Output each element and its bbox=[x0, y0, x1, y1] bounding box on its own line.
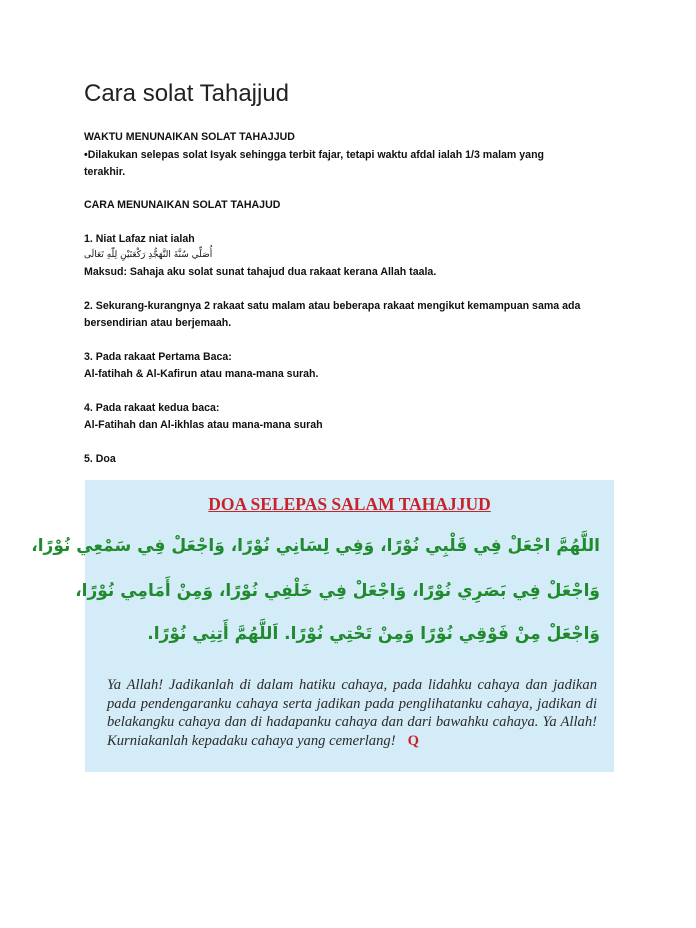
cara-heading: CARA MENUNAIKAN SOLAT TAHAJUD bbox=[84, 199, 281, 211]
step3-line2: Al-fatihah & Al-Kafirun atau mana-mana surah. bbox=[84, 368, 319, 380]
logo-icon: Q bbox=[407, 732, 419, 749]
doa-image bbox=[31, 480, 614, 772]
step1-maksud: Maksud: Sahaja aku solat sunat tahajud dua rakaat kerana Allah taala. bbox=[84, 266, 437, 278]
doa-translation: Ya Allah! Jadikanlah di dalam hatiku cahaya, pada lidahku cahaya dan jadikan pada pendengaranku cahaya serta jadikan pada penglihatanku cahaya, jadikan di belakangku cahaya dan di hadapanku cahaya dan dari bawahku cahaya. Ya Allah! Kurniakanlah kepadaku cahaya yang cemerlang! Q bbox=[107, 677, 597, 749]
page-title: Cara solat Tahajjud bbox=[84, 80, 290, 107]
step2-line1: 2. Sekurang-kurangnya 2 rakaat satu malam atau beberapa rakaat mengikut kemampuan sama ada bbox=[84, 300, 581, 312]
doa-title: DOA SELEPAS SALAM TAHAJJUD bbox=[208, 494, 491, 514]
step4-line2: Al-Fatihah dan Al-ikhlas atau mana-mana surah bbox=[84, 419, 323, 431]
step3-line1: 3. Pada rakaat Pertama Baca: bbox=[84, 351, 232, 363]
step2-line2: bersendirian atau berjemaah. bbox=[84, 317, 232, 329]
doa-arabic-line: وَاجْعَلْ مِنْ فَوْقِي نُوْرًا وَمِنْ تَحْتِي نُوْرًا. اَللَّهُمَّ أَتِنِي نُوْرًا. bbox=[147, 624, 600, 644]
waktu-heading: WAKTU MENUNAIKAN SOLAT TAHAJJUD bbox=[84, 131, 295, 143]
step1-label: 1. Niat Lafaz niat ialah bbox=[84, 233, 195, 245]
step5-label: 5. Doa bbox=[84, 453, 116, 465]
waktu-text-line1: •Dilakukan selepas solat Isyak sehingga terbit fajar, tetapi waktu afdal ialah 1/3 malam yang bbox=[84, 149, 545, 161]
waktu-text-line2: terakhir. bbox=[84, 166, 126, 178]
step1-arabic: أُصَلِّي سُنَّةَ التَّهَجُّدِ رَكْعَتَيْنِ لِلّٰهِ تَعَالَى bbox=[84, 250, 213, 260]
doa-arabic-line: اللَّهُمَّ اجْعَلْ فِي قَلْبِي نُوْرًا، وَفِي لِسَانِي نُوْرًا، وَاجْعَلْ فِي سَمْعِي نُوْرًا، bbox=[31, 536, 600, 556]
step4-line1: 4. Pada rakaat kedua baca: bbox=[84, 402, 220, 414]
doa-arabic-line: وَاجْعَلْ فِي بَصَرِي نُوْرًا، وَاجْعَلْ فِي خَلْفِي نُوْرًا، وَمِنْ أَمَامِي نُوْرًا، bbox=[75, 581, 600, 601]
